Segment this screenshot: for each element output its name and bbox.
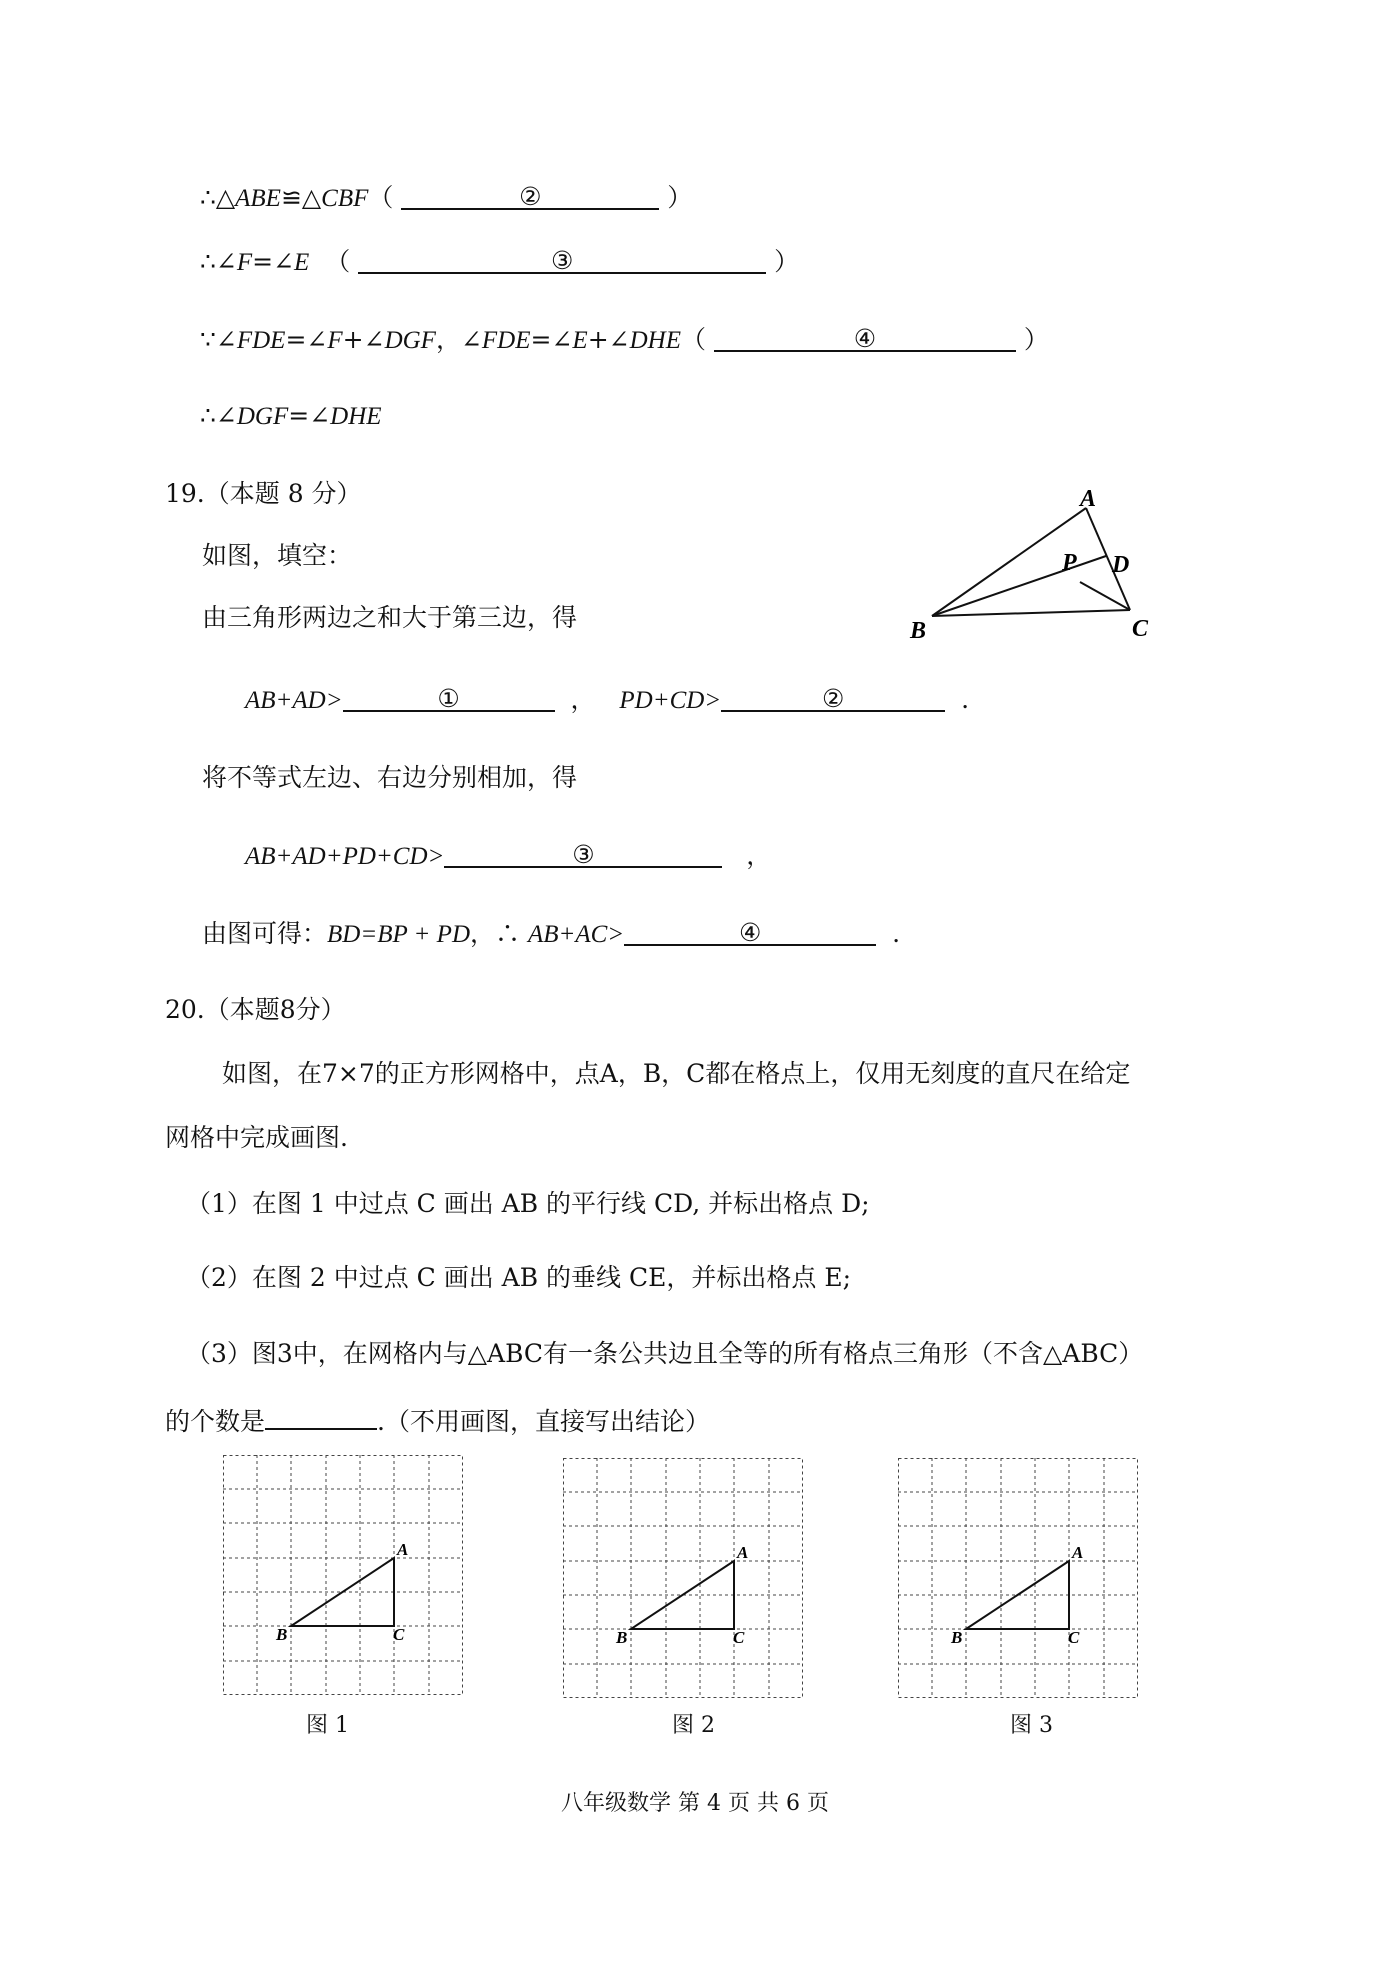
grid-figure-3 [898,1458,1138,1698]
figure-2-caption: 图 2 [672,1713,715,1738]
figure-1-caption: 图 1 [306,1713,349,1738]
point-C-label: C [393,1625,405,1644]
q20-part3-cont: 的个数是 .（不用画图，直接写出结论） [165,1402,710,1438]
grid-lines [223,1455,463,1695]
point-B-label: B [276,1625,288,1644]
point-B-label: B [616,1628,628,1647]
q19-add-text: 将不等式左边、右边分别相加，得 [202,763,578,792]
label-A: A [1080,486,1097,512]
point-C-label: C [1068,1628,1080,1647]
q20-header: 20.（本题8分） [165,995,346,1024]
point-C-label: C [733,1628,745,1647]
q20-intro-line1: 如图，在7×7的正方形网格中，点A，B，C都在格点上，仅用无刻度的直尺在给定 [222,1059,1131,1088]
answer-blank-3b[interactable]: ③ [444,840,722,868]
q19-row2: AB+AD+PD+CD> ③ ， [245,840,772,870]
grid-lines [898,1458,1138,1698]
answer-blank-2b[interactable]: ② [721,684,945,712]
answer-blank-1[interactable]: ① [343,684,555,712]
answer-blank-count[interactable] [265,1402,377,1430]
q19-row3: 由图可得：BD=BP + PD，∴ AB+AC> ④ . [202,918,901,948]
q18-line-exterior-angles: ∵∠FDE=∠F+∠DGF，∠FDE=∠E+∠DHE（ ④ ） [200,324,1049,354]
triangle-abc [291,1558,394,1626]
label-P: P [1062,550,1077,576]
q19-rule: 由三角形两边之和大于第三边，得 [202,603,578,632]
q18-line-congruent: ∴△ABE≌△CBF（ ② ） [200,182,693,212]
q20-intro-line2: 网格中完成画图. [165,1123,348,1152]
point-A-label: A [1072,1543,1084,1562]
label-C: C [1132,616,1149,642]
triangle-abc [966,1561,1069,1629]
q19-row1: AB+AD> ① ， PD+CD> ② . [245,684,970,714]
label-D: D [1112,552,1130,578]
q19-intro: 如图，填空： [202,541,353,570]
triangle-abc [631,1561,734,1629]
q20-part3: （3）图3中，在网格内与△ABC有一条公共边且全等的所有格点三角形（不含△ABC） [186,1339,1144,1368]
q18-line-angles-equal: ∴∠F=∠E （ ③ ） [200,246,800,276]
grid-figure-2 [563,1458,803,1698]
q20-part2: （2）在图 2 中过点 C 画出 AB 的垂线 CE，并标出格点 E; [186,1263,851,1292]
label-B: B [910,618,927,644]
grid-figure-1 [223,1455,463,1695]
q19-triangle-figure [900,478,1160,648]
grid-lines [563,1458,803,1698]
figure-3-caption: 图 3 [1010,1713,1053,1738]
answer-blank-4b[interactable]: ④ [624,918,876,946]
q19-header: 19.（本题 8 分） [165,479,362,508]
answer-blank-3[interactable]: ③ [358,246,766,274]
point-A-label: A [737,1543,749,1562]
point-B-label: B [951,1628,963,1647]
page-footer: 八年级数学 第 4 页 共 6 页 [561,1791,829,1816]
answer-blank-4[interactable]: ④ [714,324,1016,352]
point-A-label: A [397,1540,409,1559]
q20-part1: （1）在图 1 中过点 C 画出 AB 的平行线 CD, 并标出格点 D; [186,1189,870,1218]
answer-blank-2[interactable]: ② [401,182,659,210]
q18-line-conclusion: ∴∠DGF=∠DHE [200,401,382,430]
